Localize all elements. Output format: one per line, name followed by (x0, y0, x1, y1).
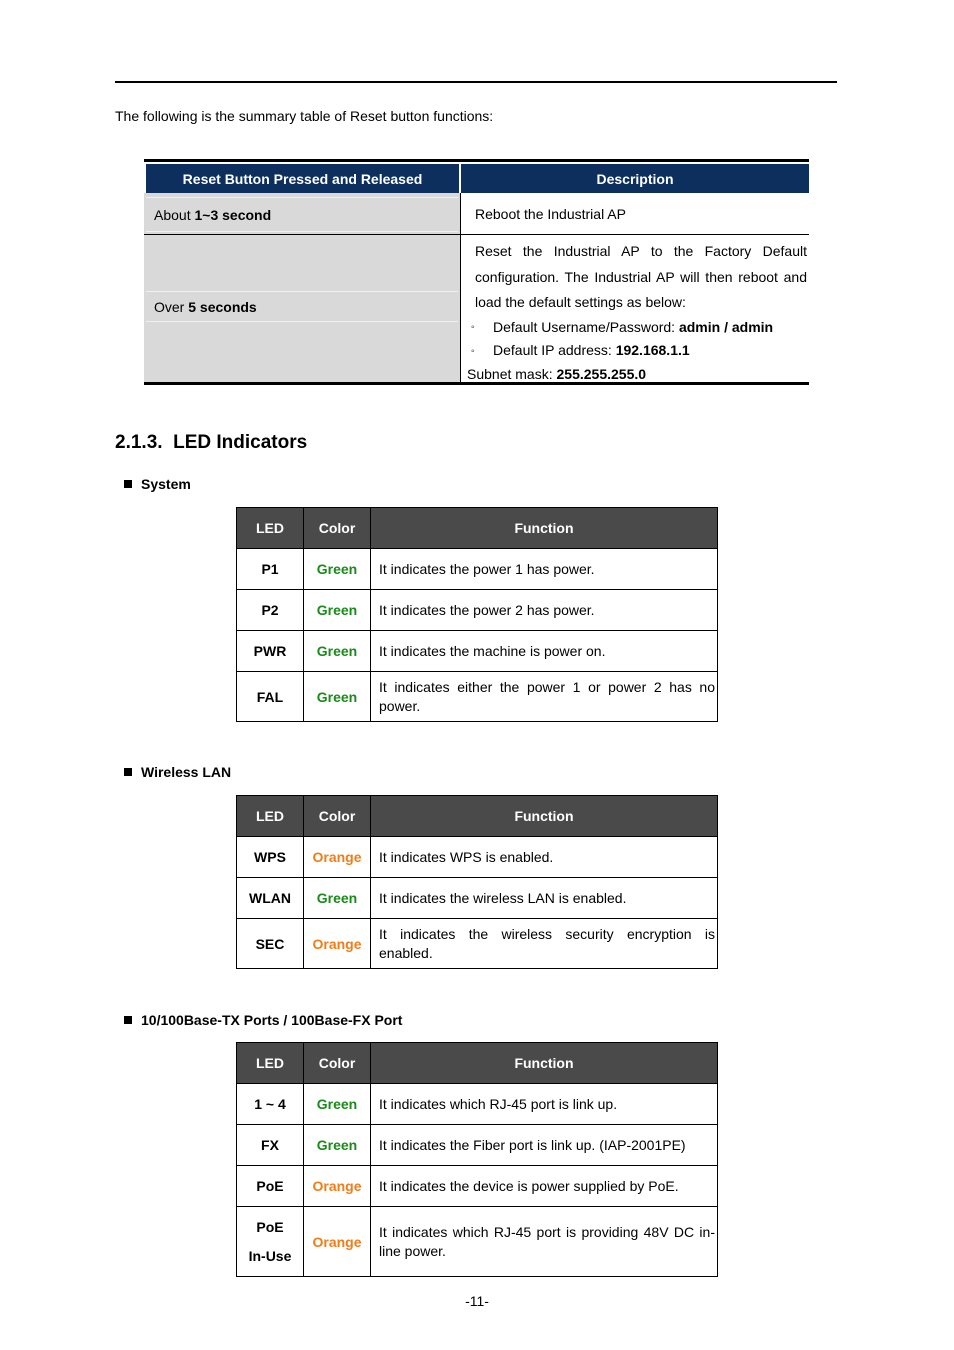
bullet-circle-icon: ◦ (471, 322, 475, 334)
reset-table-header (144, 164, 809, 193)
reset-header-description: Description (461, 164, 809, 193)
square-bullet-icon (124, 480, 132, 488)
ports-heading: 10/100Base-TX Ports / 100Base-FX Port (124, 1012, 402, 1028)
intro-text: The following is the summary table of Reset button functions: (115, 108, 494, 124)
table-row: PoE In-Use Orange It indicates which RJ-45 port is providing 48V DC in-line power. (237, 1207, 718, 1277)
bullet-circle-icon: ◦ (471, 346, 475, 358)
reset-row-1-description: Reboot the Industrial AP (475, 205, 626, 222)
reset-table (144, 159, 809, 385)
table-header-row: LED Color Function (237, 796, 718, 837)
page-number: -11- (465, 1293, 489, 1309)
section-title: 2.1.3. LED Indicators (115, 432, 308, 453)
reset-table-top-border (144, 159, 809, 162)
reset-bullet-ip: ◦ Default IP address: 192.168.1.1 (471, 339, 807, 363)
table-row: FAL Green It indicates either the power 1 or power 2 has no power. (237, 672, 718, 722)
table-row: P2 Green It indicates the power 2 has power. (237, 590, 718, 631)
wireless-led-table (236, 795, 718, 969)
table-row: P1 Green It indicates the power 1 has power. (237, 549, 718, 590)
reset-row-2-duration: Over 5 seconds (146, 291, 458, 322)
square-bullet-icon (124, 768, 132, 776)
table-row: SEC Orange It indicates the wireless security encryption is enabled. (237, 919, 718, 969)
reset-row-1 (144, 193, 809, 235)
reset-row-1-duration: About 1~3 second (146, 197, 458, 232)
reset-subnet-line: Subnet mask: 255.255.255.0 (467, 366, 647, 383)
reset-row-2 (144, 235, 809, 385)
reset-row-2-description: Reset the Industrial AP to the Factory Default configuration. The Industrial AP will then reboot and load the default settings as below: ◦ Default Username/Password: admin / admin ◦ Default IP address: 192.168.1.1 Subnet mask: 255.255.255.0 (461, 235, 809, 382)
top-rule (115, 81, 837, 83)
system-led-table (236, 507, 718, 722)
table-row: 1 ~ 4 Green It indicates which RJ-45 port is link up. (237, 1084, 718, 1125)
wireless-heading: Wireless LAN (124, 764, 231, 780)
table-row: WLAN Green It indicates the wireless LAN is enabled. (237, 878, 718, 919)
table-header-row: LED Color Function (237, 1043, 718, 1084)
ports-led-table (236, 1042, 718, 1277)
system-heading: System (124, 476, 191, 492)
reset-header-pressed: Reset Button Pressed and Released (146, 164, 459, 193)
table-row: PWR Green It indicates the machine is power on. (237, 631, 718, 672)
table-row: FX Green It indicates the Fiber port is link up. (IAP-2001PE) (237, 1125, 718, 1166)
table-header-row: LED Color Function (237, 508, 718, 549)
table-row: WPS Orange It indicates WPS is enabled. (237, 837, 718, 878)
table-row: PoE Orange It indicates the device is power supplied by PoE. (237, 1166, 718, 1207)
square-bullet-icon (124, 1016, 132, 1024)
reset-bullet-credentials: ◦ Default Username/Password: admin / admin (471, 316, 807, 340)
